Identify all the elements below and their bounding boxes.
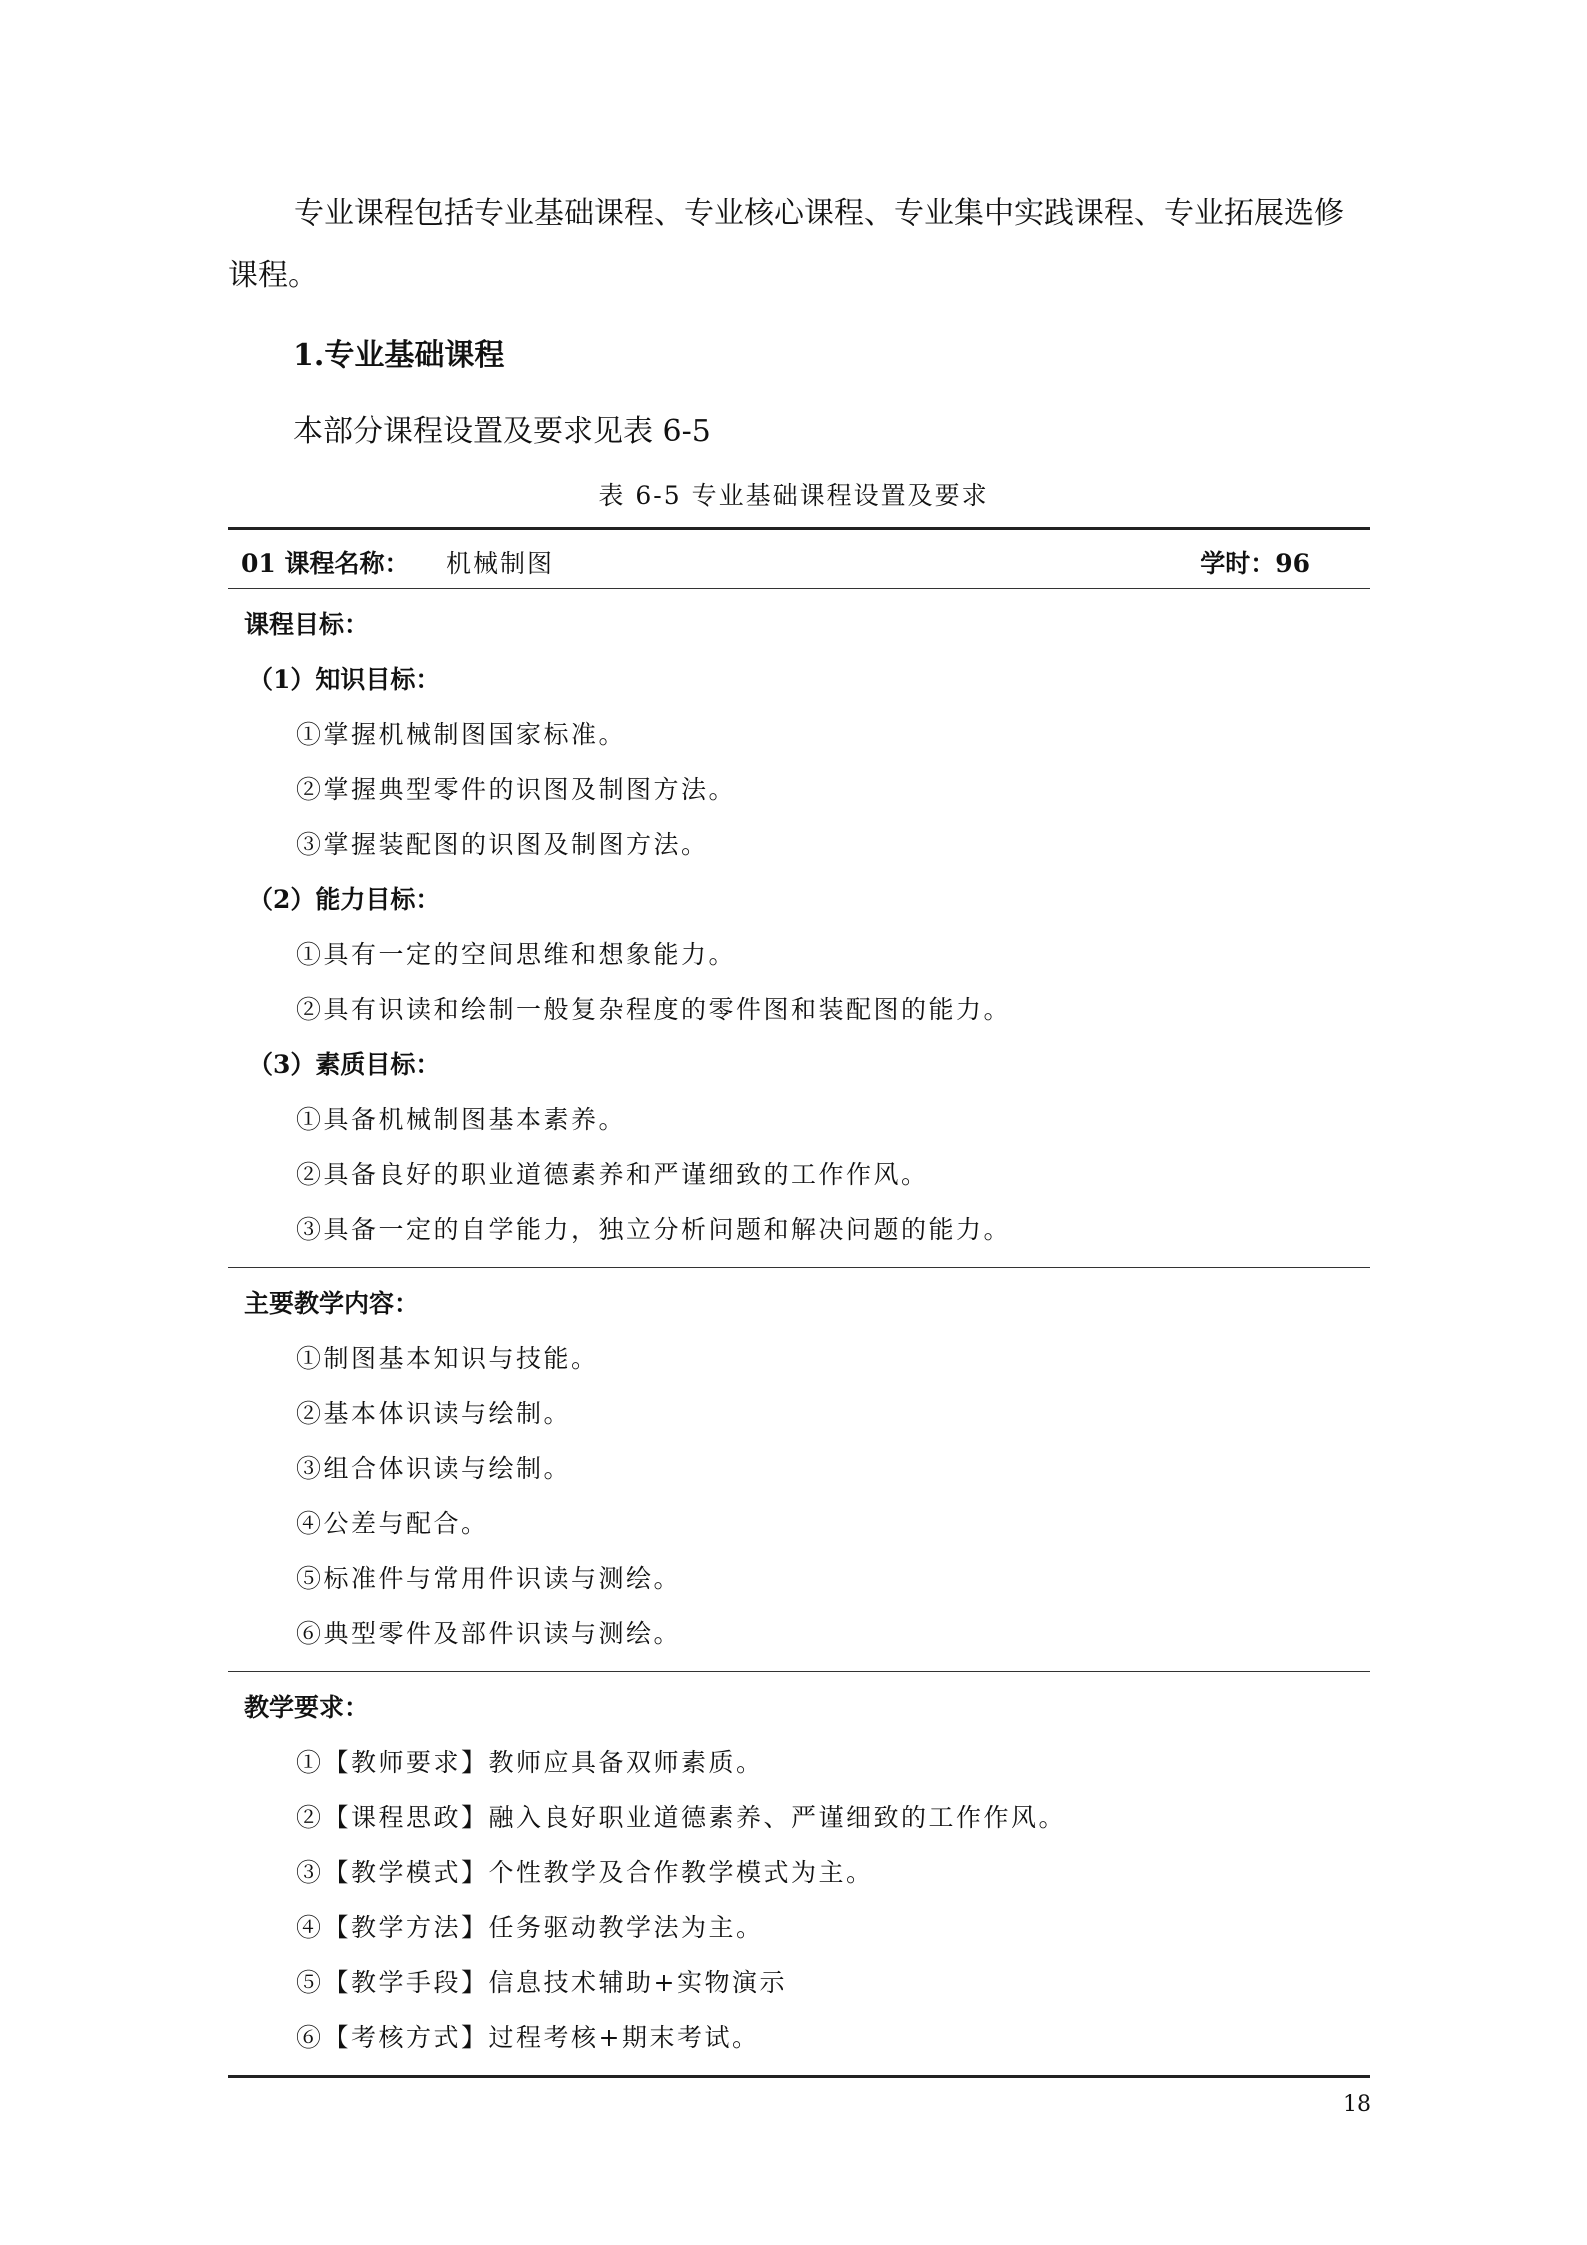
objectives-block: [228, 589, 1370, 1267]
list-item: ⑤标准件与常用件识读与测绘。: [296, 1564, 682, 1593]
table-caption: 表 6-5 专业基础课程设置及要求: [598, 481, 989, 510]
list-item: ②基本体识读与绘制。: [296, 1399, 572, 1428]
page-number: 18: [1343, 2092, 1371, 2117]
list-item: ①具备机械制图基本素养。: [296, 1105, 627, 1134]
list-item: ①【教师要求】教师应具备双师素质。: [296, 1748, 764, 1777]
list-item: ⑥【考核方式】过程考核+期末考试。: [296, 2023, 760, 2052]
content-block: [228, 1267, 1370, 1671]
requirements-block: [228, 1671, 1370, 2075]
list-item: ④【教学方法】任务驱动教学法为主。: [296, 1913, 764, 1942]
list-item: ③具备一定的自学能力，独立分析问题和解决问题的能力。: [296, 1215, 1012, 1244]
list-item: ①具有一定的空间思维和想象能力。: [296, 940, 737, 969]
list-item: ③【教学模式】个性教学及合作教学模式为主。: [296, 1858, 874, 1887]
list-item: ①掌握机械制图国家标准。: [296, 720, 627, 749]
section-heading: 1.专业基础课程: [293, 338, 505, 373]
requirements-title: 教学要求：: [244, 1693, 370, 1722]
knowledge-objectives-title: （1）知识目标：: [248, 665, 441, 694]
lead-sentence: 本部分课程设置及要求见表 6-5: [293, 414, 711, 449]
objectives-title: 课程目标：: [244, 610, 370, 639]
course-header-row: [228, 530, 1370, 589]
list-item: ④公差与配合。: [296, 1509, 489, 1538]
list-item: ⑥典型零件及部件识读与测绘。: [296, 1619, 682, 1648]
list-item: ③掌握装配图的识图及制图方法。: [296, 830, 709, 859]
course-name: 机械制图: [446, 549, 555, 578]
list-item: ②掌握典型零件的识图及制图方法。: [296, 775, 737, 804]
content-title: 主要教学内容：: [244, 1289, 420, 1318]
course-hours: 学时：96: [1200, 549, 1310, 578]
list-item: ②具有识读和绘制一般复杂程度的零件图和装配图的能力。: [296, 995, 1012, 1024]
list-item: ③组合体识读与绘制。: [296, 1454, 572, 1483]
list-item: ①制图基本知识与技能。: [296, 1344, 599, 1373]
list-item: ②【课程思政】融入良好职业道德素养、严谨细致的工作作风。: [296, 1803, 1067, 1832]
list-item: ⑤【教学手段】信息技术辅助+实物演示: [296, 1968, 787, 1997]
intro-paragraph: 专业课程包括专业基础课程、专业核心课程、专业集中实践课程、专业拓展选修课程。: [228, 196, 1344, 293]
course-code-label: 01 课程名称：: [241, 549, 410, 578]
quality-objectives-title: （3）素质目标：: [248, 1050, 441, 1079]
ability-objectives-title: （2）能力目标：: [248, 885, 441, 914]
course-table: [228, 527, 1370, 2078]
list-item: ②具备良好的职业道德素养和严谨细致的工作作风。: [296, 1160, 929, 1189]
